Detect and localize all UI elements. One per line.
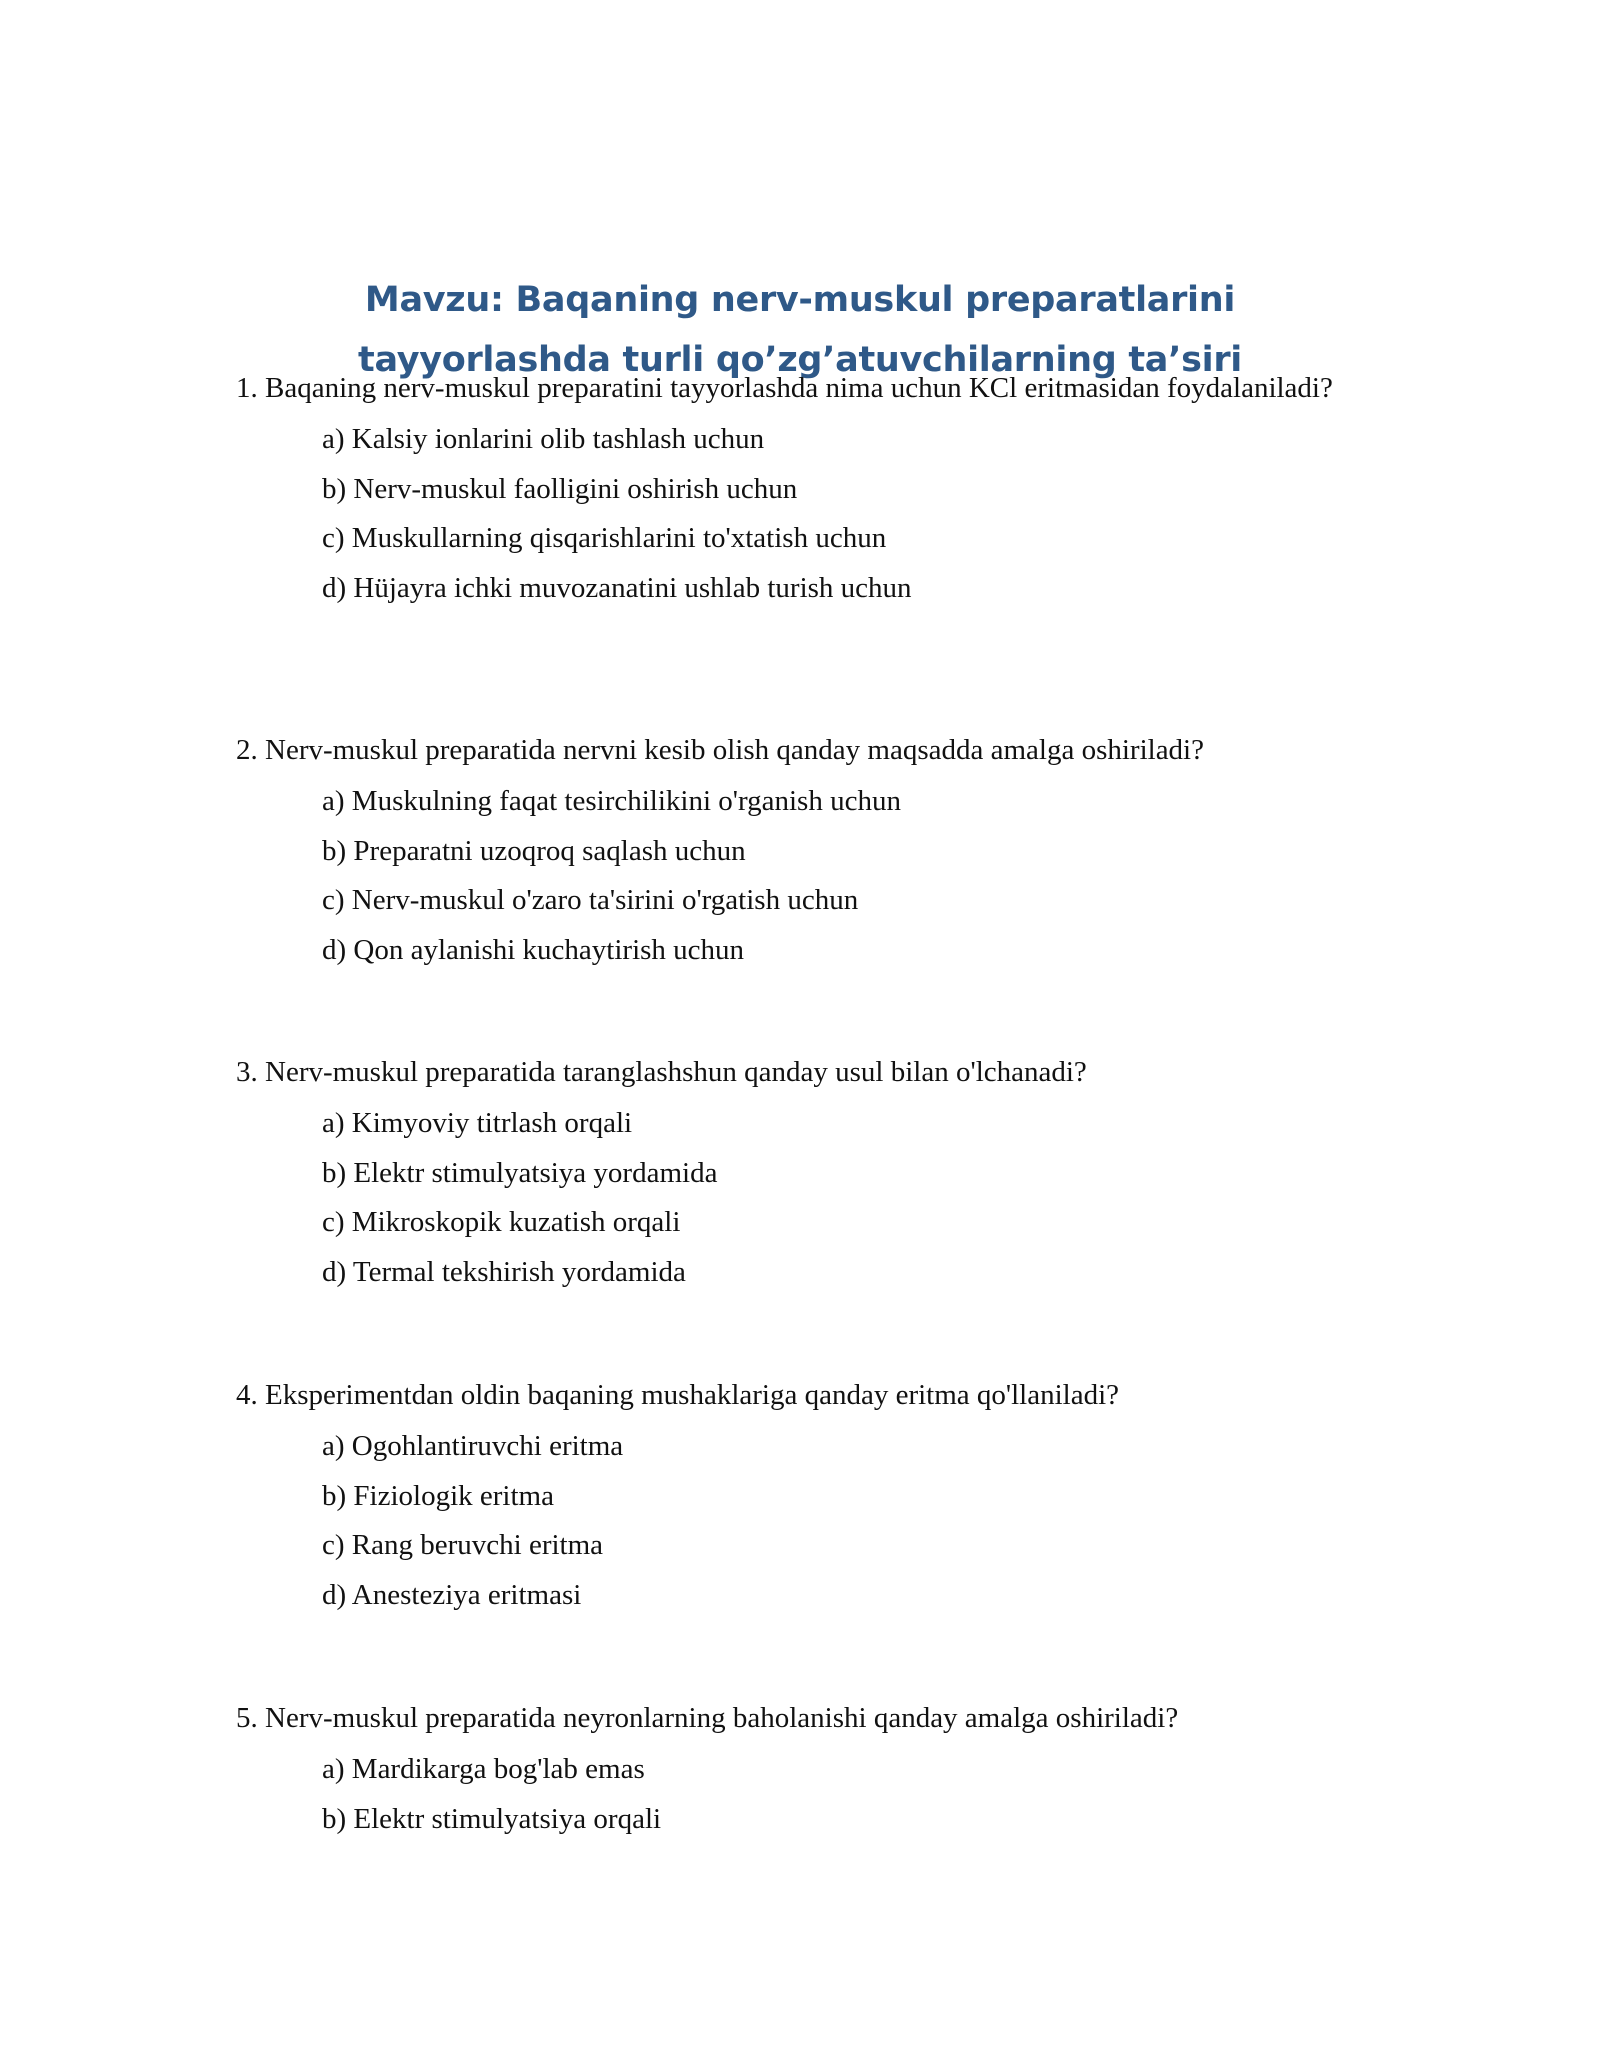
answer-option-c: c) Rang beruvchi eritma bbox=[322, 1529, 604, 1561]
answer-option-b: b) Elektr stimulyatsiya yordamida bbox=[322, 1156, 718, 1189]
document-title: Mavzu: Baqaning nerv-muskul preparatlarini tayyorlashda turli qo’zg’atuvchilarning ta’siri bbox=[358, 280, 1242, 381]
question-3 bbox=[236, 1052, 1356, 1297]
question-text: 3. Nerv-muskul preparatida taranglashshun qanday usul bilan o'lchanadi? bbox=[236, 1056, 1087, 1088]
answer-option-c: c) Mikroskopik kuzatish orqali bbox=[322, 1206, 681, 1238]
answer-option-d: d) Anesteziya eritmasi bbox=[322, 1578, 582, 1611]
question-text: 4. Eksperimentdan oldin baqaning mushaklariga qanday eritma qo'llaniladi? bbox=[236, 1379, 1120, 1411]
answer-option-d: d) Hüjayra ichki muvozanatini ushlab turish uchun bbox=[322, 571, 912, 604]
question-5 bbox=[236, 1698, 1356, 1844]
answer-options bbox=[236, 1099, 1356, 1297]
answer-option-a: a) Mardikarga bog'lab emas bbox=[322, 1753, 645, 1785]
answer-option-b: b) Preparatni uzoqroq saqlash uchun bbox=[322, 834, 746, 867]
answer-option-a: a) Muskulning faqat tesirchilikini o'rganish uchun bbox=[322, 785, 901, 817]
answer-option-d: d) Termal tekshirish yordamida bbox=[322, 1255, 686, 1288]
answer-option-d: d) Qon aylanishi kuchaytirish uchun bbox=[322, 933, 745, 966]
answer-option-b: b) Fiziologik eritma bbox=[322, 1479, 554, 1512]
answer-option-a: a) Kalsiy ionlarini olib tashlash uchun bbox=[322, 423, 765, 455]
answer-option-c: c) Nerv-muskul o'zaro ta'sirini o'rgatish uchun bbox=[322, 884, 859, 916]
question-1 bbox=[236, 368, 1356, 613]
answer-options bbox=[236, 777, 1356, 975]
answer-option-c: c) Muskullarning qisqarishlarini to'xtatish uchun bbox=[322, 522, 887, 554]
answer-option-b: b) Elektr stimulyatsiya orqali bbox=[322, 1802, 662, 1835]
answer-option-b: b) Nerv-muskul faolligini oshirish uchun bbox=[322, 472, 798, 505]
answer-option-a: a) Ogohlantiruvchi eritma bbox=[322, 1430, 624, 1462]
answer-options bbox=[236, 1422, 1356, 1620]
question-text: 2. Nerv-muskul preparatida nervni kesib olish qanday maqsadda amalga oshiriladi? bbox=[236, 734, 1204, 766]
answer-options bbox=[236, 415, 1356, 613]
question-text: 5. Nerv-muskul preparatida neyronlarning baholanishi qanday amalga oshiriladi? bbox=[236, 1702, 1179, 1734]
question-2 bbox=[236, 730, 1356, 975]
answer-option-a: a) Kimyoviy titrlash orqali bbox=[322, 1107, 633, 1139]
question-4 bbox=[236, 1375, 1356, 1620]
answer-options bbox=[236, 1745, 1356, 1844]
question-text: 1. Baqaning nerv-muskul preparatini tayyorlashda nima uchun KCl eritmasidan foydalaniladi? bbox=[236, 372, 1333, 404]
